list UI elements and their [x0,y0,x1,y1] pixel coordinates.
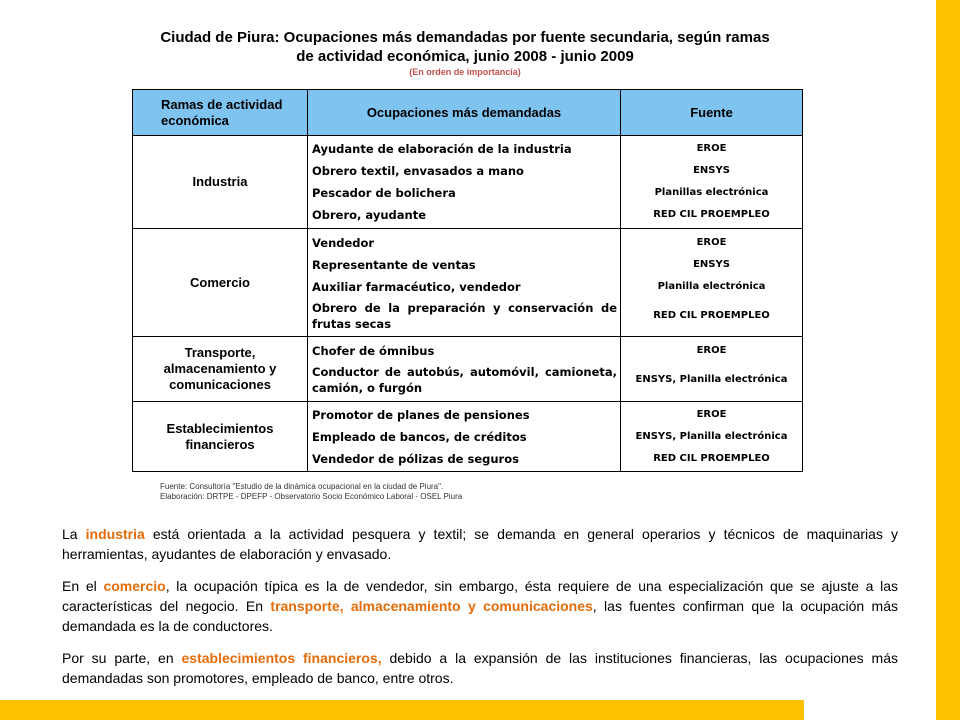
ocupacion-item: Vendedor de pólizas de seguros [312,451,519,466]
fuentes-cell [621,402,803,472]
fuente-item: EROE [696,408,727,420]
ocupacion-item: Vendedor [312,235,375,250]
text-run: La [62,526,86,542]
header-fuente: Fuente [621,90,803,136]
text-run: Por su parte, en [62,650,182,666]
fuentes-cell [621,229,803,337]
table-row [133,402,803,472]
ocupacion-item: Chofer de ómnibus [312,344,435,358]
ocupaciones-cell [308,402,621,472]
table-row [133,337,803,402]
fuente-item: ENSYS [693,258,730,270]
fuente-item: EROE [696,236,727,248]
ocupacion-item: Pescador de bolichera [312,186,456,200]
fuente-item: EROE [696,345,727,356]
paragraph-financieros [62,648,898,688]
fuente-item: RED CIL PROEMPLEO [653,309,770,321]
rama-cell: Comercio [133,229,308,337]
title-line-2: de actividad económica, junio 2008 - junio 2009 [296,48,634,65]
ocupaciones-cell [308,337,621,402]
ocupacion-item: Obrero, ayudante [312,208,426,222]
table-row [133,136,803,229]
rama-cell: Transporte, almacenamiento y comunicaciones [133,337,308,402]
rama-cell: Industria [133,136,308,229]
ocupacion-item: Obrero de la preparación y conservación de frutas secas [312,300,617,331]
ocupacion-item: Auxiliar farmacéutico, vendedor [312,279,521,294]
fuente-item: Planilla electrónica [657,280,766,292]
highlight-financieros: establecimientos financieros, [181,650,382,666]
fuentes-cell [621,337,803,402]
header-ocupaciones: Ocupaciones más demandadas [308,90,621,136]
ocupacion-item: Representante de ventas [312,257,476,272]
table-header-row [133,90,803,136]
elaboration-note: Elaboración: DRTPE - DPEFP - Observatorio Socio Económico Laboral - OSEL Piura [160,492,463,501]
text-run: , las fuentes confirman que la ocupación más demandada es la de conductores. [62,598,898,634]
bottom-accent-bar [0,700,804,720]
text-run: está orientada a la actividad pesquera y textil; se demanda en general operarios y técnicos de maquinarias y herramientas, ayudantes de elaboración y envasado. [62,526,898,562]
text-run: debido a la expansión de las instituciones financieras, las ocupaciones más demandadas son promotores, empleado de banco, entre otros. [62,650,898,686]
fuente-item: RED CIL PROEMPLEO [653,209,770,220]
fuentes-cell [621,136,803,229]
rama-cell: Establecimientos financieros [133,402,308,472]
table-row [133,229,803,337]
occupations-table [132,89,803,472]
text-run: , la ocupación típica es la de vendedor, sin embargo, ésta requiere de una especialización que se ajuste a las características del negocio. En [62,578,898,614]
fuente-item: Planillas electrónica [654,187,769,198]
ocupacion-item: Empleado de bancos, de créditos [312,429,527,444]
body-text [62,524,898,700]
ocupaciones-cell [308,136,621,229]
paragraph-comercio [62,576,898,636]
right-accent-bar [936,0,960,720]
page-subtitle: (En orden de importancia) [409,67,521,77]
fuente-item: ENSYS, Planilla electrónica [635,374,788,385]
highlight-industria: industria [85,526,145,542]
highlight-transporte: transporte, almacenamiento y comunicaciones [270,598,593,614]
header-rama: Ramas de actividad económica [133,90,308,136]
title-line-1: Ciudad de Piura: Ocupaciones más demandadas por fuente secundaria, según ramas [160,29,770,46]
ocupacion-item: Promotor de planes de pensiones [312,407,530,422]
source-notes [160,482,462,502]
source-note: Fuente: Consultoría "Estudio de la dinámica ocupacional en la ciudad de Piura". [160,482,444,491]
page-title [130,28,800,66]
text-run: En el [62,578,104,594]
fuente-item: EROE [696,143,727,154]
ocupacion-item: Obrero textil, envasados a mano [312,164,524,178]
ocupacion-item: Conductor de autobús, automóvil, camioneta, camión, o furgón [312,365,617,395]
fuente-item: RED CIL PROEMPLEO [653,452,770,464]
fuente-item: ENSYS [693,165,730,176]
ocupacion-item: Ayudante de elaboración de la industria [312,142,572,156]
ocupaciones-cell [308,229,621,337]
highlight-comercio: comercio [103,578,166,594]
paragraph-industria [62,524,898,564]
fuente-item: ENSYS, Planilla electrónica [635,430,788,442]
